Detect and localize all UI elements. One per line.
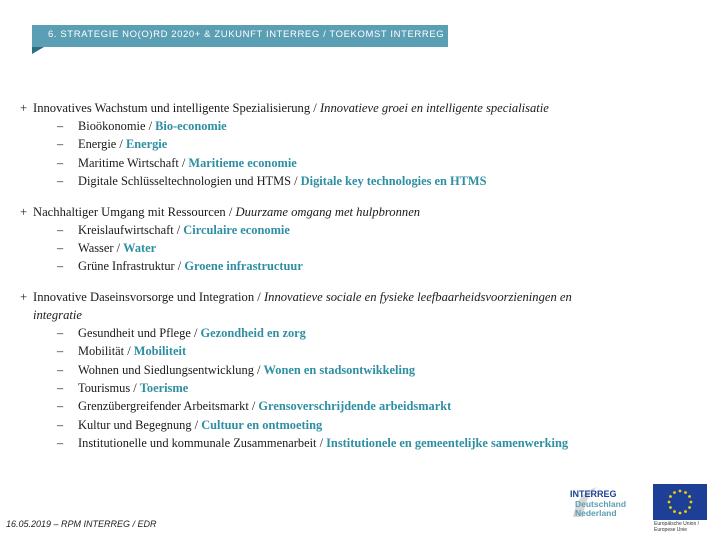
section-title-separator: / — [254, 289, 264, 304]
list-item-de: Grüne Infrastruktur — [78, 259, 175, 274]
list-item-nl: Grensoverschrijdende arbeidsmarkt — [258, 399, 452, 414]
eu-star — [673, 510, 676, 513]
list-item — [20, 342, 700, 360]
list-item — [20, 416, 700, 434]
list-item-de: Digitale Schlüsseltechnologien und HTMS — [78, 174, 292, 189]
section-title-nl: Innovatieve sociale en fysieke leefbaarheidsvoorzieningen en — [263, 289, 572, 304]
list-item-text — [57, 119, 227, 133]
list-item-dash: – — [57, 119, 64, 133]
eu-caption: Europäische Union / Europese Unie — [654, 521, 700, 533]
list-item-text — [57, 418, 322, 432]
list-item-nl: Circulaire economie — [183, 222, 290, 237]
list-item-nl: Wonen en stadsontwikkeling — [263, 362, 416, 377]
section-title-separator: / — [225, 204, 236, 219]
list-item-text — [57, 363, 415, 377]
interreg-logo-line1: INTERREG — [570, 489, 617, 499]
section-heading — [20, 99, 700, 117]
list-item-text — [57, 156, 297, 170]
list-item-dash: – — [57, 222, 64, 237]
list-item-nl: Institutionele en gemeentelijke samenwerking — [326, 436, 569, 451]
list-item-separator: / — [124, 344, 134, 359]
list-item-text — [57, 223, 290, 237]
list-item-text — [57, 174, 487, 188]
list-item — [20, 361, 700, 379]
list-item-dash: – — [57, 174, 64, 189]
list-item-de: Grenzübergreifender Arbeitsmarkt — [78, 399, 249, 414]
eu-star — [673, 491, 676, 494]
list-item-text — [57, 399, 451, 413]
list-item-dash: – — [57, 436, 64, 451]
interreg-logo — [567, 483, 627, 527]
list-item — [20, 257, 700, 275]
topic-list — [20, 221, 700, 276]
list-item-de: Institutionelle und kommunale Zusammenarbeit — [78, 436, 317, 451]
section-bullet: + — [20, 101, 28, 115]
list-item-dash: – — [57, 362, 64, 377]
list-item-separator: / — [116, 137, 126, 152]
list-item — [20, 154, 700, 172]
eu-star — [679, 512, 682, 515]
list-item-de: Gesundheit und Pflege — [78, 325, 191, 340]
interreg-logo-line3: Nederland — [575, 508, 617, 518]
list-item-nl: Groene infrastructuur — [184, 259, 303, 274]
eu-star — [669, 506, 672, 509]
list-item — [20, 397, 700, 415]
list-item-nl: Digitale key technologies en HTMS — [300, 174, 487, 189]
eu-star — [669, 495, 672, 498]
section-2 — [20, 203, 700, 276]
section-title-separator: / — [310, 101, 320, 115]
eu-star — [688, 506, 691, 509]
eu-stars — [653, 484, 707, 520]
list-item-separator: / — [173, 222, 184, 237]
list-item-nl: Maritieme economie — [188, 155, 297, 170]
eu-star — [668, 501, 671, 504]
list-item-dash: – — [57, 381, 64, 396]
section-heading — [20, 203, 700, 221]
list-item-nl: Water — [123, 241, 157, 256]
list-item — [20, 379, 700, 397]
list-item-de: Wasser — [78, 241, 114, 256]
section-title-nl-continued: integratie — [33, 307, 82, 322]
list-item-nl: Gezondheid en zorg — [200, 325, 306, 340]
section-3 — [20, 288, 700, 453]
section-title-de: Nachhaltiger Umgang mit Ressourcen — [33, 204, 226, 219]
list-item-nl: Energie — [125, 137, 168, 152]
page-title: 6. STRATEGIE NO(O)RD 2020+ & ZUKUNFT INTERREG / TOEKOMST INTERREG — [48, 29, 445, 40]
section-heading — [20, 288, 700, 306]
interreg-logo-line2: Deutschland — [575, 499, 627, 509]
header-notch — [32, 47, 44, 54]
list-item-de: Energie — [78, 137, 117, 152]
list-item-separator: / — [113, 241, 124, 256]
list-item-separator: / — [178, 155, 189, 170]
list-item-dash: – — [57, 155, 64, 170]
list-item-de: Kultur und Begegnung — [78, 417, 192, 432]
topic-list — [20, 324, 700, 453]
list-item-de: Tourismus — [78, 381, 131, 396]
content-body — [20, 99, 700, 465]
list-item-dash: – — [57, 325, 64, 340]
list-item-separator: / — [190, 325, 201, 340]
footer-date: 16.05.2019 – RPM INTERREG / EDR — [6, 519, 157, 529]
section-title-nl: Duurzame omgang met hulpbronnen — [235, 204, 421, 219]
list-item — [20, 239, 700, 257]
list-item-dash: – — [57, 417, 64, 432]
list-item-de: Bioökonomie — [78, 119, 146, 133]
list-item-separator: / — [316, 436, 327, 451]
section-heading-continued — [20, 306, 700, 324]
list-item — [20, 324, 700, 342]
eu-star — [679, 490, 682, 493]
list-item-separator: / — [291, 174, 301, 189]
eu-star — [690, 501, 693, 504]
eu-flag-logo — [653, 484, 707, 520]
section-title-de: Innovative Daseinsvorsorge und Integration — [33, 289, 255, 304]
list-item — [20, 434, 700, 452]
list-item-nl: Toerisme — [139, 381, 189, 396]
list-item-de: Kreislaufwirtschaft — [78, 222, 174, 237]
eu-star — [688, 495, 691, 498]
list-item-dash: – — [57, 259, 64, 274]
list-item-dash: – — [57, 137, 64, 152]
section-title-de: Innovatives Wachstum und intelligente Spezialisierung — [33, 101, 311, 115]
list-item-text — [57, 259, 303, 273]
list-item — [20, 117, 700, 135]
list-item-text — [57, 436, 568, 450]
list-item-dash: – — [57, 344, 64, 359]
list-item-nl: Cultuur en ontmoeting — [201, 417, 323, 432]
eu-star — [684, 510, 687, 513]
section-bullet: + — [20, 289, 28, 304]
eu-star — [684, 491, 687, 494]
list-item-separator: / — [145, 119, 156, 133]
list-item-de: Mobilität — [78, 344, 125, 359]
list-item-separator: / — [248, 399, 259, 414]
list-item-de: Maritime Wirtschaft — [78, 155, 179, 170]
list-item-text — [57, 326, 306, 340]
section-bullet: + — [20, 204, 28, 219]
list-item — [20, 172, 700, 190]
list-item-nl: Mobiliteit — [133, 344, 187, 359]
topic-list — [20, 117, 700, 191]
list-item — [20, 221, 700, 239]
section-1 — [20, 99, 700, 191]
list-item-nl: Bio-economie — [155, 119, 227, 133]
section-title-nl: Innovatieve groei en intelligente specialisatie — [319, 101, 549, 115]
list-item-separator: / — [253, 362, 264, 377]
list-item-separator: / — [130, 381, 140, 396]
list-item-separator: / — [191, 417, 202, 432]
list-item-dash: – — [57, 399, 64, 414]
list-item-dash: – — [57, 241, 64, 256]
list-item-de: Wohnen und Siedlungsentwicklung — [78, 362, 254, 377]
list-item-separator: / — [174, 259, 185, 274]
list-item — [20, 135, 700, 153]
